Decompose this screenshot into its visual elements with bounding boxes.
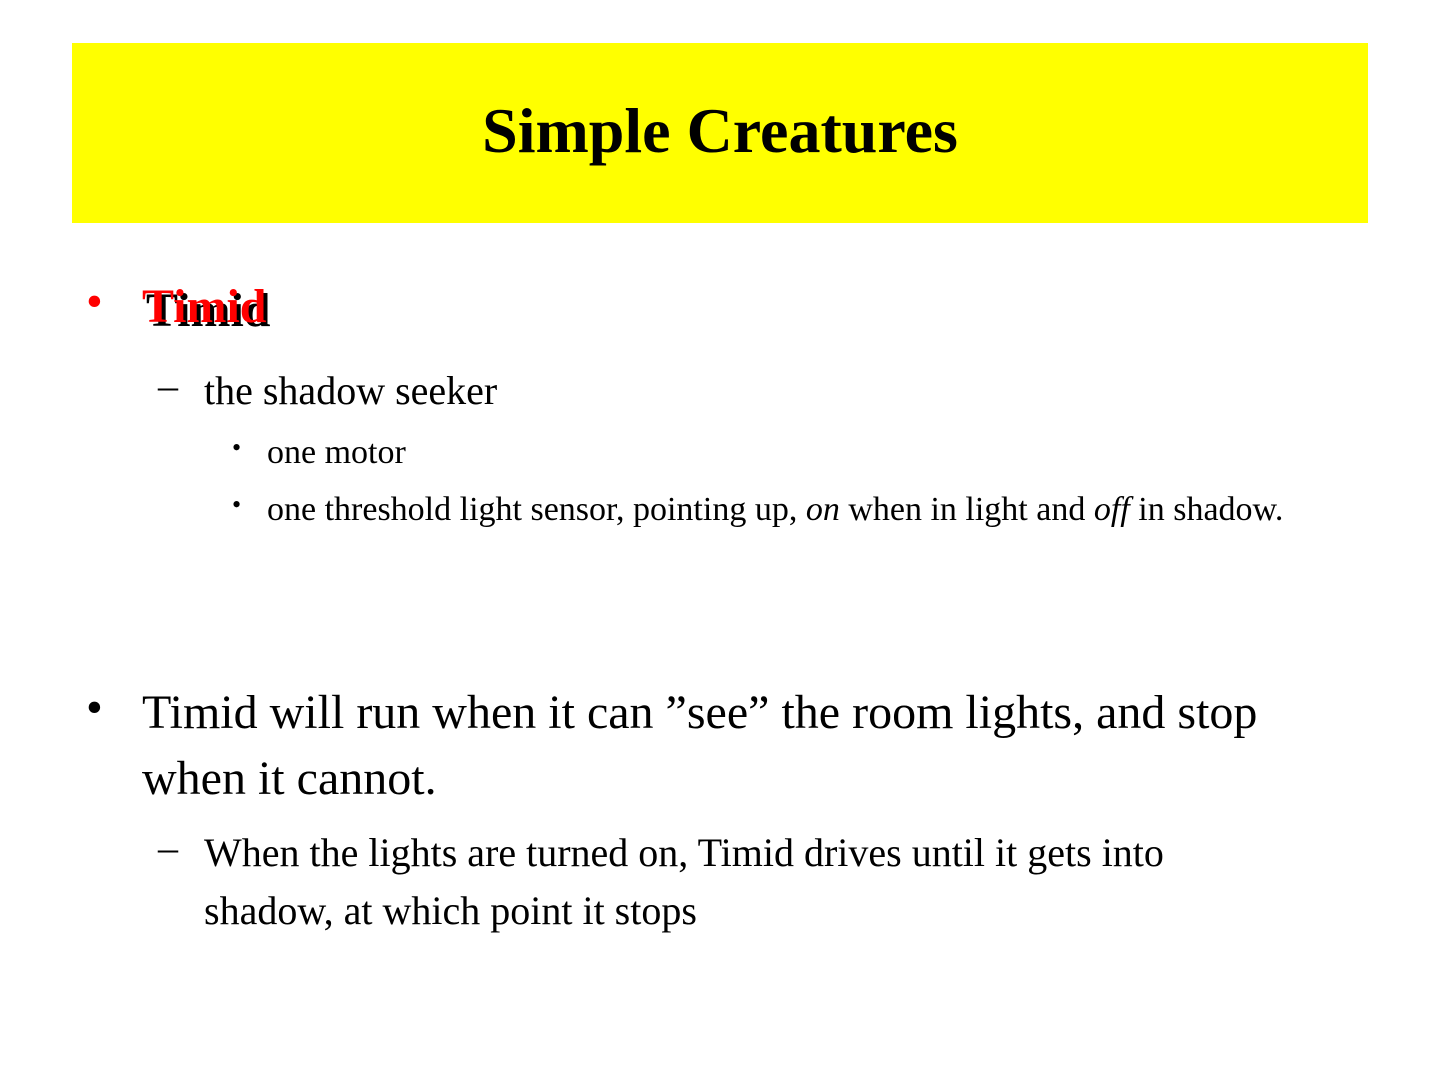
- sub-bullet-text: When the lights are turned on, Timid drives until it gets into shadow, at which point it stops: [204, 830, 1164, 933]
- detail-text-part: in shadow.: [1129, 491, 1284, 528]
- behavior-text: Timid will run when it can ”see” the room lights, and stop when it cannot.: [142, 686, 1258, 805]
- detail-text-part: one threshold light sensor, pointing up,: [267, 491, 806, 528]
- detail-item-motor: [232, 429, 1342, 477]
- bullet-item-behavior: [86, 680, 1356, 812]
- bullet-icon: •: [86, 275, 103, 328]
- dash-icon: –: [158, 825, 178, 870]
- detail-text: [267, 486, 1342, 534]
- detail-text: one motor: [267, 434, 406, 471]
- bullet-icon: •: [232, 490, 242, 519]
- sub-bullet-item: [158, 824, 1298, 940]
- sub-bullet-item: [158, 362, 1358, 420]
- detail-text-emphasis-off: off: [1093, 491, 1130, 528]
- bullet-item-timid: [86, 274, 1346, 340]
- slide-title: Simple Creatures: [482, 95, 958, 166]
- bullet-icon: •: [86, 681, 103, 734]
- bullet-icon: •: [232, 433, 242, 462]
- detail-item-sensor: [232, 486, 1342, 534]
- sub-bullet-text: the shadow seeker: [204, 368, 498, 413]
- section-heading: Timid: [142, 280, 267, 333]
- dash-icon: –: [158, 363, 178, 408]
- detail-text-part: when in light and: [839, 491, 1094, 528]
- detail-text-emphasis-on: on: [805, 491, 840, 528]
